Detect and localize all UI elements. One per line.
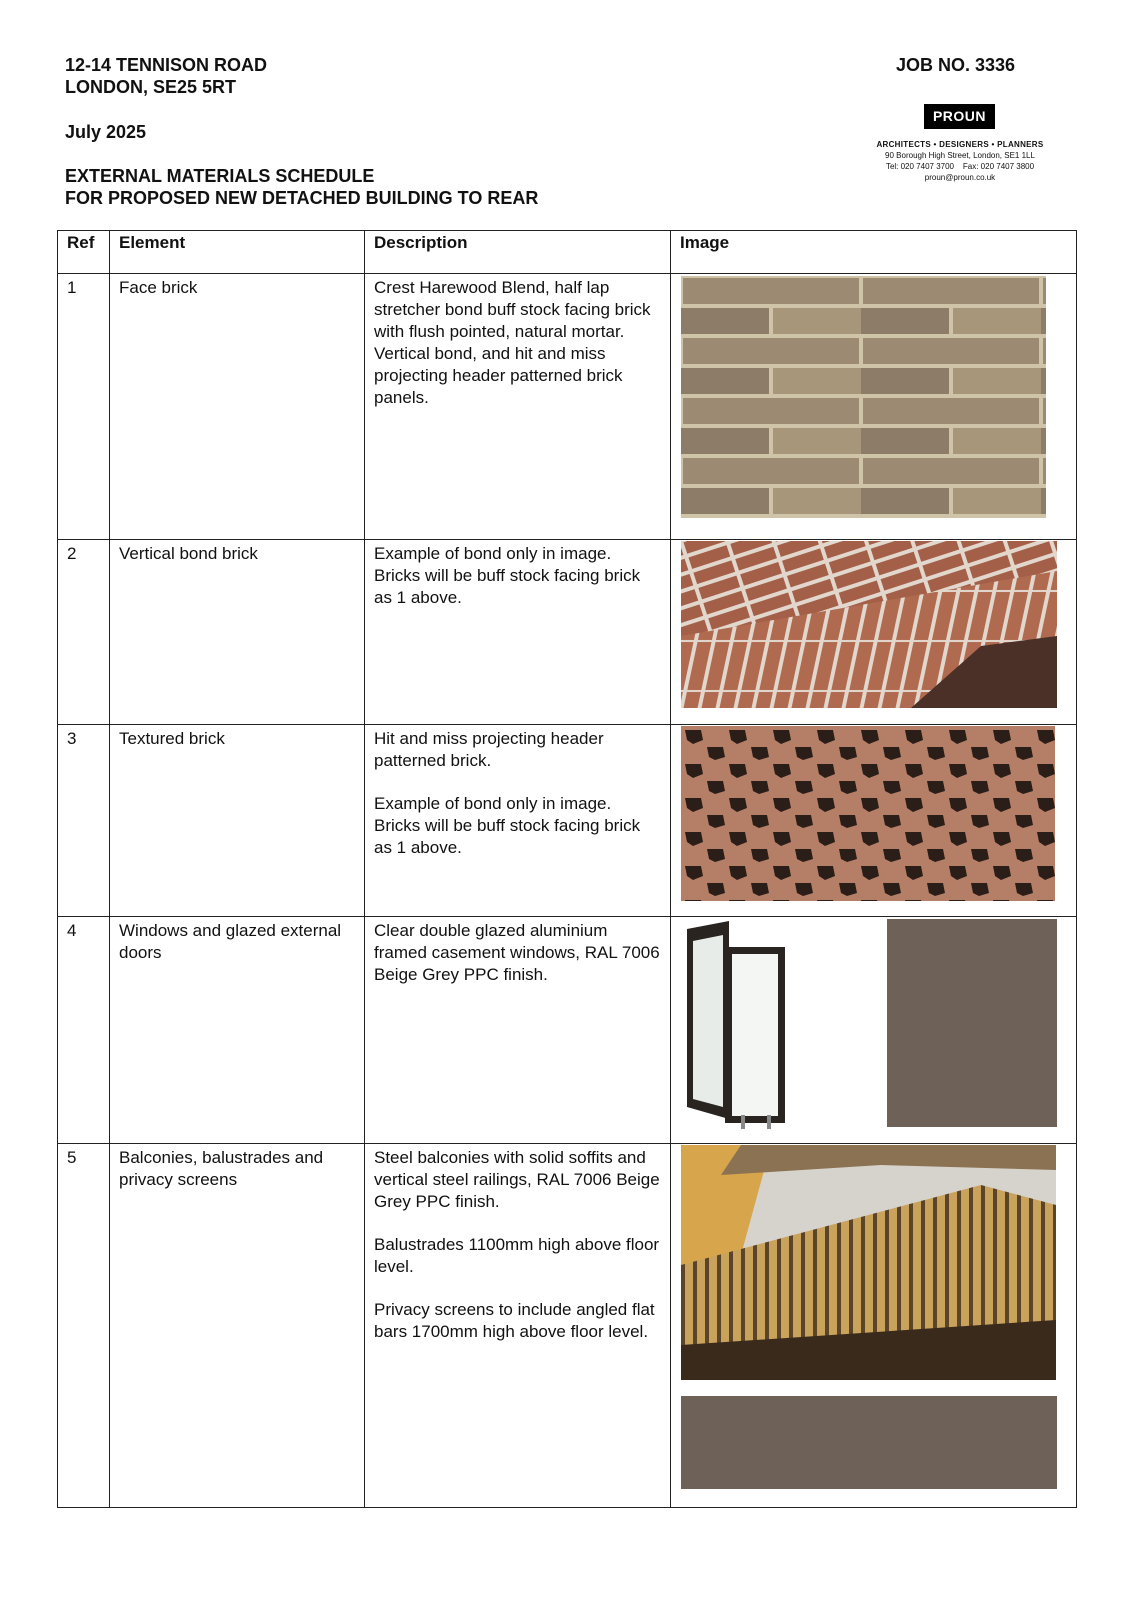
row-description (365, 274, 671, 540)
ral-7006-color-swatch (681, 1396, 1057, 1489)
description-paragraph: Clear double glazed aluminium framed casement windows, RAL 7006 Beige Grey PPC finish. (374, 921, 660, 984)
firm-phone: Tel: 020 7407 3700 (885, 162, 954, 171)
firm-fax: Fax: 020 7407 3800 (962, 162, 1035, 171)
table-row (58, 1144, 1077, 1508)
col-header-element: Element (110, 231, 365, 274)
description-paragraph: Example of bond only in image. Bricks will be buff stock facing brick as 1 above. (374, 794, 641, 857)
row-element: Face brick (110, 274, 365, 540)
row-image-cell (671, 1144, 1077, 1508)
table-row (58, 725, 1077, 917)
row-element: Balconies, balustrades and privacy screens (110, 1144, 365, 1508)
row-element: Textured brick (110, 725, 365, 917)
description-paragraph: Steel balconies with solid soffits and vertical steel railings, RAL 7006 Beige Grey PPC finish. (374, 1148, 660, 1211)
firm-phone-fax (862, 161, 1058, 172)
description-paragraph: Balustrades 1100mm high above floor level. (374, 1235, 660, 1276)
row-image-cell (671, 725, 1077, 917)
table-header-row (58, 231, 1077, 274)
description-paragraph: Hit and miss projecting header patterned brick. (374, 729, 604, 770)
vertical-bond-brick-image (681, 541, 1057, 708)
description-paragraph: Privacy screens to include angled flat bars 1700mm high above floor level. (374, 1300, 655, 1341)
row-image-cell (671, 274, 1077, 540)
firm-email: proun@proun.co.uk (924, 173, 996, 182)
row-ref: 5 (58, 1144, 110, 1508)
textured-brick-image (681, 726, 1055, 901)
address-line-1: 12-14 TENNISON ROAD (65, 55, 268, 75)
title-line-1: EXTERNAL MATERIALS SCHEDULE (65, 166, 375, 186)
document-title (65, 165, 538, 209)
row-ref: 3 (58, 725, 110, 917)
title-line-2: FOR PROPOSED NEW DETACHED BUILDING TO REAR (65, 188, 539, 208)
row-description (365, 917, 671, 1144)
row-ref: 4 (58, 917, 110, 1144)
table-row (58, 274, 1077, 540)
row-image-cell (671, 917, 1077, 1144)
row-description (365, 1144, 671, 1508)
face-brick-image (681, 276, 1046, 518)
row-element: Windows and glazed external doors (110, 917, 365, 1144)
col-header-description: Description (365, 231, 671, 274)
description-paragraph: Example of bond only in image. Bricks will be buff stock facing brick as 1 above. (374, 544, 641, 607)
col-header-image: Image (671, 231, 1077, 274)
document-date: July 2025 (65, 122, 147, 142)
table-row (58, 540, 1077, 725)
job-number: JOB NO. 3336 (896, 55, 1016, 75)
firm-details (862, 139, 1058, 183)
col-header-ref: Ref (58, 231, 110, 274)
row-element: Vertical bond brick (110, 540, 365, 725)
materials-table (57, 230, 1077, 1508)
ral-7006-color-swatch (887, 919, 1057, 1127)
casement-window-image (681, 919, 791, 1129)
proun-logo: PROUN (924, 104, 995, 129)
row-ref: 2 (58, 540, 110, 725)
address-line-2: LONDON, SE25 5RT (65, 77, 237, 97)
row-description (365, 725, 671, 917)
site-address (65, 54, 267, 98)
firm-tagline: ARCHITECTS • DESIGNERS • PLANNERS (876, 140, 1044, 149)
table-row (58, 917, 1077, 1144)
firm-address: 90 Borough High Street, London, SE1 1LL (885, 151, 1035, 160)
row-ref: 1 (58, 274, 110, 540)
row-description (365, 540, 671, 725)
balcony-image (681, 1145, 1056, 1380)
row-image-cell (671, 540, 1077, 725)
description-paragraph: Crest Harewood Blend, half lap stretcher bond buff stock facing brick with flush pointed, natural mortar. Vertical bond, and hit and miss projecting header patterned brick panels. (374, 278, 651, 407)
